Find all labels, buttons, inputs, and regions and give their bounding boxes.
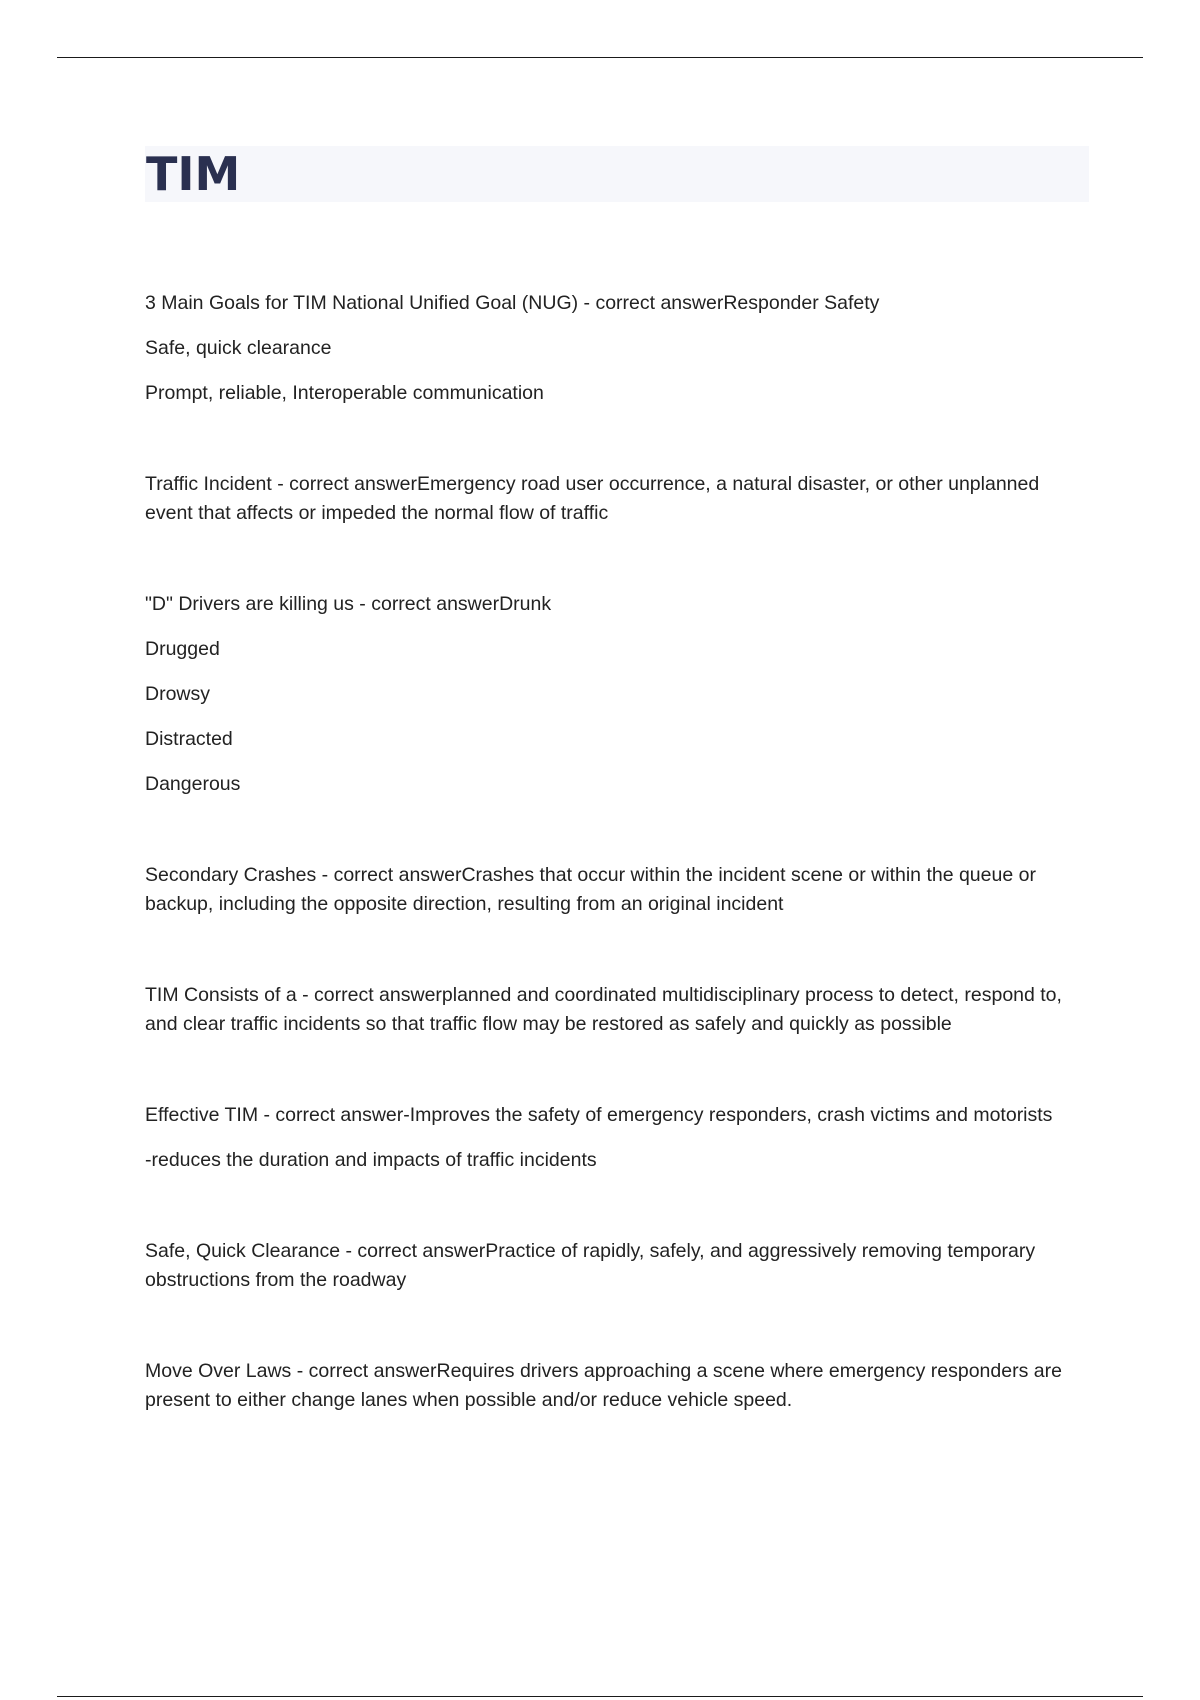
entry-paragraph: "D" Drivers are killing us - correct answerDrunk <box>145 593 552 615</box>
title-band <box>145 146 1089 202</box>
entry-paragraph: Dangerous <box>145 773 241 795</box>
entry-paragraph: Drugged <box>145 638 220 660</box>
entry-paragraph: Distracted <box>145 728 233 750</box>
entry-traffic-incident <box>145 470 1085 528</box>
entry-secondary-crashes <box>145 861 1085 919</box>
entry-tim-consists <box>145 981 1085 1039</box>
entry-paragraph: Effective TIM - correct answer-Improves the safety of emergency responders, crash victims and motorists <box>145 1104 1053 1126</box>
entry-d-drivers <box>145 590 1085 799</box>
entry-paragraph: TIM Consists of a - correct answerplanned and coordinated multidisciplinary process to detect, respond to, and clear traffic incidents so that traffic flow may be restored as safely and quickly as possible <box>145 984 1062 1035</box>
entry-paragraph: Safe, Quick Clearance - correct answerPractice of rapidly, safely, and aggressively removing temporary obstructions from the roadway <box>145 1240 1036 1291</box>
entry-paragraph: Traffic Incident - correct answerEmergency road user occurrence, a natural disaster, or other unplanned event that affects or impeded the normal flow of traffic <box>145 473 1040 524</box>
entry-move-over-laws <box>145 1357 1085 1415</box>
entry-paragraph: Prompt, reliable, Interoperable communication <box>145 382 544 404</box>
entry-paragraph: Secondary Crashes - correct answerCrashes that occur within the incident scene or within the queue or backup, including the opposite direction, resulting from an original incident <box>145 864 1036 915</box>
entry-paragraph: Drowsy <box>145 683 211 705</box>
entry-paragraph: 3 Main Goals for TIM National Unified Goal (NUG) - correct answerResponder Safety <box>145 292 880 314</box>
header-rule <box>57 57 1143 58</box>
entry-paragraph: Move Over Laws - correct answerRequires drivers approaching a scene where emergency responders are present to either change lanes when possible and/or reduce vehicle speed. <box>145 1360 1062 1411</box>
entry-effective-tim <box>145 1101 1085 1175</box>
entry-nug-goals <box>145 289 1085 408</box>
entry-paragraph: Safe, quick clearance <box>145 337 332 359</box>
entry-paragraph: -reduces the duration and impacts of traffic incidents <box>145 1149 597 1171</box>
footer-rule <box>57 1696 1143 1697</box>
page-title: TIM <box>146 147 241 201</box>
document-body <box>145 289 1085 1477</box>
entry-safe-quick-clearance <box>145 1237 1085 1295</box>
